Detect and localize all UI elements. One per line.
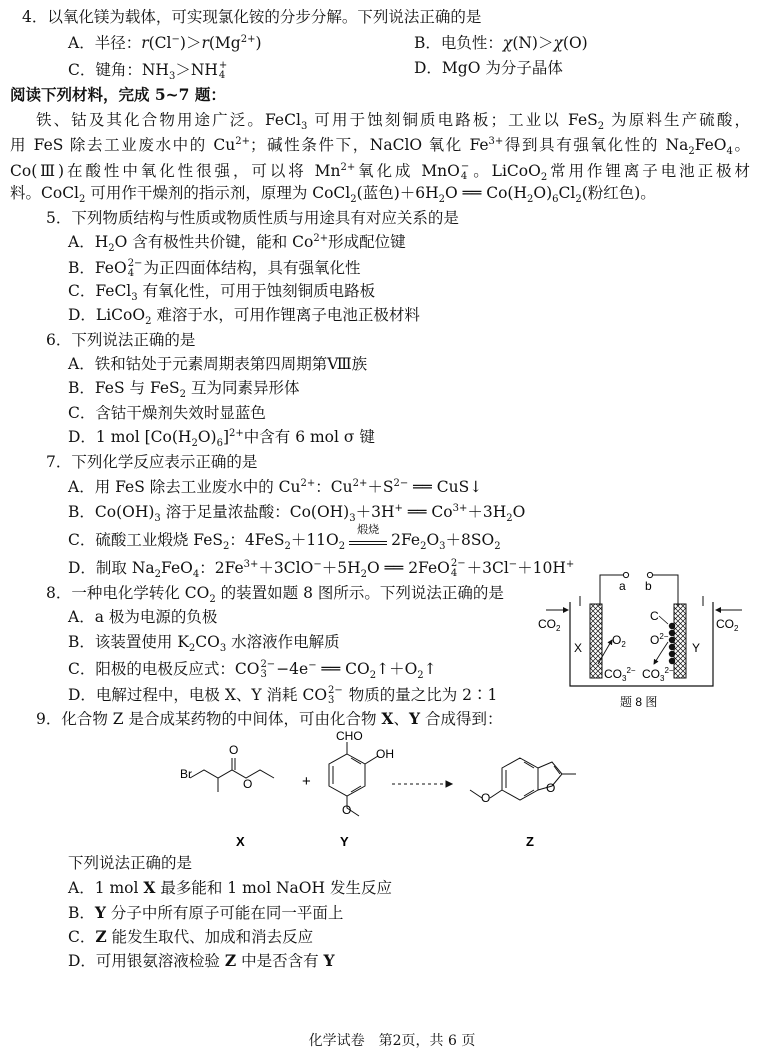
q6-stem: 6．下列说法正确的是 <box>46 331 196 349</box>
q5-option-b: B．FeO 2− 4 为正四面体结构，具有强氧化性 <box>68 258 361 279</box>
q6-option-c: C．含钴干燥剂失效时显蓝色 <box>68 404 266 422</box>
o2-right-label: $O^{2-}$ <box>650 632 669 647</box>
x-br-label: Br <box>180 767 192 781</box>
q5-option-d: D．LiCoO$_2$ 难溶于水，可用作锂离子电池正极材料 <box>68 306 420 328</box>
ion-left-label: $CO_3^{2-}$ <box>604 666 636 683</box>
q4-option-b: B．电负性：χ(N)＞χ(O) <box>414 34 588 52</box>
right-gas-label: $CO_2$ <box>716 617 739 633</box>
q7-option-c: C．硫酸工业煅烧 FeS$_2$：$4FeS_2+11O_2$ 煅烧 $2Fe_2O_3+8SO_2$ <box>68 523 501 553</box>
q7-option-d: D．制取 $Na_2FeO_4$：$2Fe^{3+}+3ClO^-+5H_2O$ ══ 2FeO 2− 4 ＋3Cl−＋10H+ <box>68 558 575 581</box>
q9-option-b: B．Y 分子中所有原子可能在同一平面上 <box>68 903 344 922</box>
q9-prompt: 下列说法正确的是 <box>68 854 193 872</box>
q8-electrolysis-figure <box>528 566 784 716</box>
q4-option-a: A．半径：$r(Cl^-)>r(Mg^{2+})$ <box>68 33 262 52</box>
compound-z-ring <box>502 758 538 800</box>
carbon-label: C <box>650 609 659 623</box>
q6-option-a: A．铁和钴处于元素周期表第四周期第Ⅷ族 <box>68 355 368 373</box>
q8-option-d: D．电解过程中，电极 X、Y 消耗 CO 2− 3 物质的量之比为 2∶1 <box>68 685 498 706</box>
q8-stem: 8．一种电化学转化 $CO_2$ 的装置如题 8 图所示。下列说法正确的是 <box>46 584 504 606</box>
q9-option-d: D．可用银氨溶液检验 Z 中是否含有 Y <box>68 951 335 970</box>
z-methoxy-o: O <box>481 791 491 805</box>
label-x: X <box>236 834 245 849</box>
terminal-a <box>623 572 628 577</box>
q8-option-c: C．阳极的电极反应式：CO 2− 3 −4e− ══ $CO_2↑+O_2↑$ <box>68 659 437 682</box>
electrode-y <box>674 604 686 678</box>
left-gas-label: $CO_2$ <box>538 617 561 633</box>
wire-b <box>652 575 678 606</box>
q8-option-a: A．a 极为电源的负极 <box>68 608 218 626</box>
q7-option-a: A．用 FeS 除去工业废水中的 $Cu^{2+}$：$Cu^{2+}+S^{2-}$ ══ CuS↓ <box>68 477 483 496</box>
q5-option-c: C．FeCl$_3$ 有氧化性，可用于蚀刻铜质电路板 <box>68 282 376 304</box>
compound-x-skeleton <box>190 770 274 778</box>
reading-line-3: Co(Ⅲ)在酸性中氧化性很强，可以将 $Mn^{2+}$氧化成 MnO − 4 。LiCoO$_2$常用作锂离子电池正极材 <box>10 161 750 184</box>
reading-heading: 阅读下列材料，完成 5~7 题： <box>10 85 226 104</box>
q7-stem: 7．下列化学反应表示正确的是 <box>46 453 258 471</box>
y-cho-label: CHO <box>336 729 363 743</box>
x-carbonyl-o: O <box>229 743 239 757</box>
q8-option-b: B．该装置使用 $K_2CO_3$ 水溶液作电解质 <box>68 633 340 655</box>
terminal-b-label: b <box>645 579 652 593</box>
q4-option-d: D．MgO 为分子晶体 <box>414 59 563 77</box>
reading-line-1: 铁、钴及其化合物用途广泛。FeCl$_3$ 可用于蚀刻铜质电路板；工业以 FeS$_2$ 为原料生产硫酸， <box>36 111 750 133</box>
electrode-x <box>590 604 602 678</box>
compound-y-ring <box>329 754 365 796</box>
q6-option-b: B．FeS 与 FeS$_2$ 互为同素异形体 <box>68 379 300 401</box>
q6-option-d: D．1 mol $[Co(H_2O)_6]^{2+}$中含有 6 mol σ 键 <box>68 427 375 450</box>
q9-option-a: A．1 mol X 最多能和 1 mol NaOH 发生反应 <box>68 878 392 897</box>
y-methoxy-o: O <box>342 803 352 817</box>
y-oh-label: OH <box>376 747 394 761</box>
calcination-condition: 煅烧 <box>349 534 387 548</box>
q5-stem: 5．下列物质结构与性质或物质性质与用途具有对应关系的是 <box>46 209 459 227</box>
reading-line-4: 料。CoCl$_2$ 可用作干燥剂的指示剂，原理为 CoCl$_2$(蓝色)$+6H_2O$ ══ $Co(H_2O)_6Cl_2$(粉红色)。 <box>10 184 656 206</box>
z-furan-o: O <box>546 781 556 795</box>
label-y: Y <box>340 834 349 849</box>
q9-stem: 9．化合物 Z 是合成某药物的中间体，可由化合物 X、Y 合成得到： <box>36 709 503 728</box>
plus-sign: + <box>302 773 311 790</box>
q4-option-c: C．键角：$NH_3>NH$ + 4 <box>68 60 228 83</box>
figure-caption: 题 8 图 <box>620 695 658 709</box>
o2-left-label: $O_2$ <box>612 633 626 649</box>
label-z: Z <box>526 834 534 849</box>
page-footer: 化学试卷 第2页，共 6 页 <box>308 1033 476 1049</box>
terminal-b <box>647 572 652 577</box>
q5-option-a: A．$H_2O$ 含有极性共价键，能和 $Co^{2+}$形成配位键 <box>68 232 406 255</box>
ion-right-label: $CO_3^{2-}$ <box>642 666 674 683</box>
electrode-x-label: X <box>574 641 583 655</box>
reading-line-2: 用 FeS 除去工业废水中的 $Cu^{2+}$；碱性条件下，NaClO 氧化 $Fe^{3+}$得到具有强氧化性的 $Na_2FeO_4$。 <box>10 135 750 158</box>
q4-stem: 4．以氧化镁为载体，可实现氯化铵的分步分解。下列说法正确的是 <box>22 8 482 26</box>
q7-option-b: B．$Co(OH)_3$ 溶于足量浓盐酸：$Co(OH)_3+3H^+$ ══ $Co^{3+}+3H_2O$ <box>68 502 526 525</box>
q9-option-c: C．Z 能发生取代、加成和消去反应 <box>68 927 314 946</box>
terminal-a-label: a <box>619 579 626 593</box>
x-ester-o: O <box>243 777 253 791</box>
q9-reaction-scheme <box>170 728 610 850</box>
electrode-y-label: Y <box>692 641 701 655</box>
